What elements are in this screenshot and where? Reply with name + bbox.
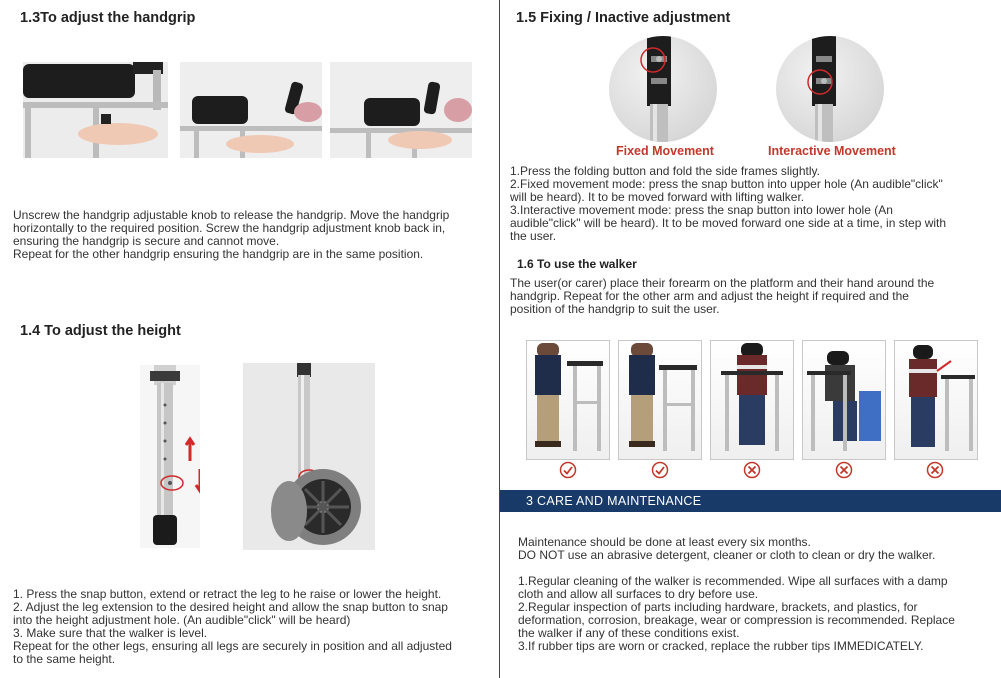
handgrip-photo-3 (330, 62, 472, 158)
text-line: ensuring the handgrip is secure and cannot move. (13, 234, 280, 248)
text-line: DO NOT use an abrasive detergent, cleaner or cloth to clean or dry the walker. (518, 548, 936, 562)
section-1-3-text (13, 209, 493, 261)
text-line: 1.Regular cleaning of the walker is recommended. Wipe all surfaces with a damp (518, 574, 948, 588)
walker-usage-photo-1 (526, 340, 610, 460)
cross-circle-icon (926, 461, 944, 479)
text-line: horizontally to the required position. Screw the handgrip adjustment knob back in, (13, 221, 446, 235)
text-line: the walker if any of these conditions exist. (518, 626, 740, 640)
text-line: 1.Press the folding button and fold the side frames slightly. (510, 164, 820, 178)
text-line: position of the handgrip to suit the user. (510, 302, 720, 316)
wheel-leg-photo (243, 363, 375, 550)
text-line: will be heard). It to be moved forward with lifting walker. (510, 190, 805, 204)
section-title-1-3: 1.3To adjust the handgrip (20, 10, 196, 26)
text-line: to the same height. (13, 652, 116, 666)
caption-fixed-movement: Fixed Movement (616, 144, 714, 158)
section-1-5-text (510, 165, 995, 243)
text-line: handgrip. Repeat for the other arm and adjust the height if required and the (510, 289, 909, 303)
section-1-4-text (13, 588, 497, 666)
walker-usage-photo-5 (894, 340, 978, 460)
walker-usage-photo-3 (710, 340, 794, 460)
section-title-1-5: 1.5 Fixing / Inactive adjustment (516, 10, 731, 26)
text-line: 1. Press the snap button, extend or retract the leg to he raise or lower the height. (13, 587, 442, 601)
walker-usage-photo-4 (802, 340, 886, 460)
care-maintenance-title: 3 CARE AND MAINTENANCE (526, 494, 702, 508)
text-line: Repeat for the other handgrip ensuring the handgrip are in the same position. (13, 247, 424, 261)
text-line: 3.Interactive movement mode: press the snap button into lower hole (An (510, 203, 893, 217)
fixed-movement-photo (609, 36, 717, 142)
handgrip-photo-2 (180, 62, 322, 158)
text-line: Repeat for the other legs, ensuring all legs are securely in position and all adjusted (13, 639, 452, 653)
text-line: the user. (510, 229, 557, 243)
text-line: audible"click" will be heard). It to be moved forward one side at a time, in step with (510, 216, 947, 230)
cross-circle-icon (743, 461, 761, 479)
text-line: Maintenance should be done at least every six months. (518, 535, 811, 549)
cross-circle-icon (835, 461, 853, 479)
handgrip-photo-1 (23, 62, 168, 158)
check-circle-icon (651, 461, 669, 479)
text-line: Unscrew the handgrip adjustable knob to release the handgrip. Move the handgrip (13, 208, 450, 222)
text-line: 2.Fixed movement mode: press the snap button into upper hole (An audible"click" (510, 177, 943, 191)
leg-snap-button-photo (140, 365, 200, 548)
walker-usage-photo-2 (618, 340, 702, 460)
text-line: 2. Adjust the leg extension to the desired height and allow the snap button to snap (13, 600, 448, 614)
text-line: 2.Regular inspection of parts including hardware, brackets, and plastics, for (518, 600, 918, 614)
section-title-1-6: 1.6 To use the walker (517, 257, 637, 271)
text-line: deformation, corrosion, breakage, wear or compression is recommended. Replace (518, 613, 955, 627)
text-line: 3.If rubber tips are worn or cracked, replace the rubber tips IMMEDICATELY. (518, 639, 924, 653)
text-line: into the height adjustment hole. (An audible"click" will be heard) (13, 613, 351, 627)
caption-interactive-movement: Interactive Movement (768, 144, 896, 158)
section-1-6-text (510, 277, 995, 316)
care-intro-text (518, 536, 996, 562)
column-divider (499, 0, 500, 678)
care-items-text (518, 575, 996, 653)
check-circle-icon (559, 461, 577, 479)
interactive-movement-photo (776, 36, 884, 142)
care-maintenance-header (500, 490, 1001, 512)
text-line: cloth and allow all surfaces to dry before use. (518, 587, 759, 601)
text-line: 3. Make sure that the walker is level. (13, 626, 208, 640)
text-line: The user(or carer) place their forearm on the platform and their hand around the (510, 276, 935, 290)
section-title-1-4: 1.4 To adjust the height (20, 323, 181, 339)
